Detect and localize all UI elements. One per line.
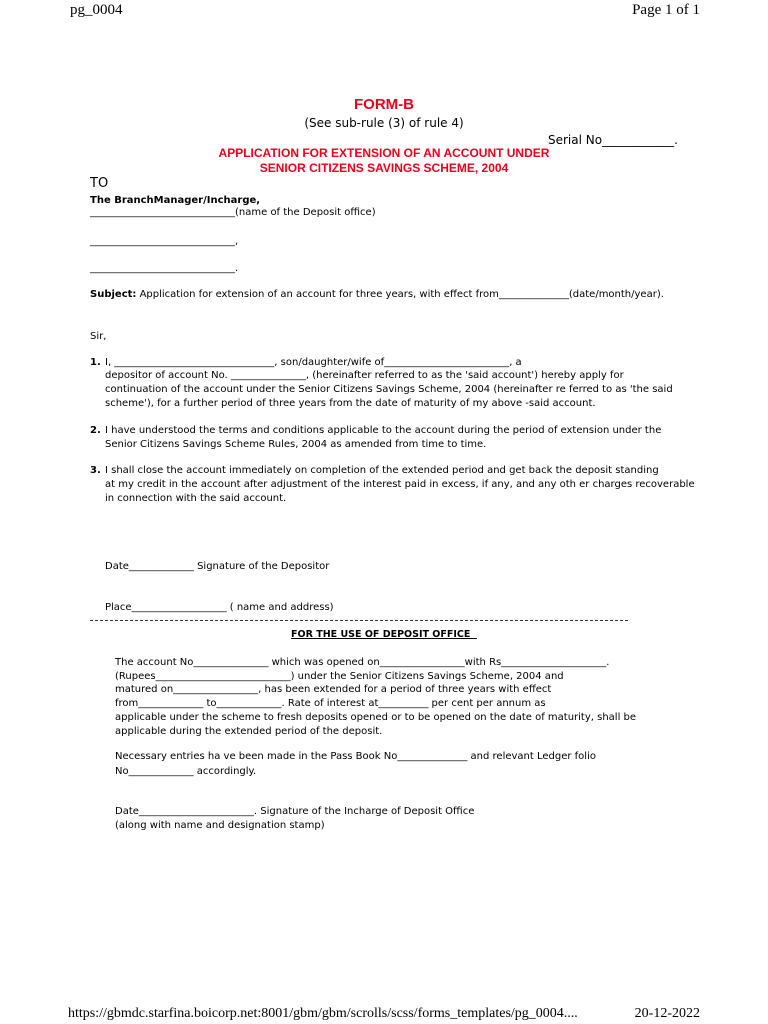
subject-text: Application for extension of an account for three years, with effect from______________(date/month/year). [136,289,664,300]
paragraph-3-line1: I shall close the account immediately on completion of the extended period and get back the deposit standing [105,465,659,476]
salutation: Sir, [90,331,107,342]
page-header-right: Page 1 of 1 [632,2,700,18]
paragraph-3-number: 3. [90,465,101,476]
form-heading-line1: APPLICATION FOR EXTENSION OF AN ACCOUNT UNDER [218,146,550,160]
office-line8: No_____________ accordingly. [115,766,257,777]
office-line1: The account No_______________ which was opened on_________________with Rs_____________________. [115,657,610,668]
depositor-date-signature: Date_____________ Signature of the Depositor [105,561,330,572]
page-header-left: pg_0004 [70,2,123,18]
paragraph-3-line3: in connection with the said account. [105,493,287,504]
paragraph-3-line2: at my credit in the account after adjustment of the interest paid in excess, if any, and any oth er charges recoverable [105,479,695,490]
office-line3: matured on_________________, has been extended for a period of three years with effect [115,684,552,695]
office-line4: from_____________ to_____________. Rate of interest at__________ per cent per annum as [115,698,546,709]
paragraph-2-line2: Senior Citizens Savings Scheme Rules, 2004 as amended from time to time. [105,439,487,450]
address-to: TO [90,176,109,191]
paragraph-1-line4: scheme'), for a further period of three years from the date of maturity of my above -said account. [105,398,596,409]
office-stamp-note: (along with name and designation stamp) [115,820,325,831]
office-line2: (Rupees___________________________) under the Senior Citizens Savings Scheme, 2004 and [115,671,564,682]
paragraph-1-number: 1. [90,357,101,368]
paragraph-1-line2: depositor of account No. _______________, (hereinafter referred to as the 'said account') hereby apply for [105,370,624,381]
paragraph-2-number: 2. [90,425,101,436]
address-line3: _____________________________. [90,263,239,274]
office-section-heading: FOR THE USE OF DEPOSIT OFFICE [291,629,477,640]
office-line7: Necessary entries ha ve been made in the Pass Book No______________ and relevant Ledger folio [115,751,596,762]
office-line5: applicable under the scheme to fresh deposits opened or to be opened on the date of maturity, shall be [115,712,637,723]
paragraph-2-line1: I have understood the terms and conditions applicable to the account during the period of extension under the [105,425,662,436]
office-date-signature: Date_______________________. Signature of the Incharge of Deposit Office [115,806,475,817]
page-footer-date: 20-12-2022 [634,1006,700,1021]
address-line2: _____________________________, [90,236,239,247]
section-divider [90,620,628,621]
paragraph-1-line1: I, ________________________________, son/daughter/wife of_________________________, a [105,357,522,368]
office-line6: applicable during the extended period of the deposit. [115,726,383,737]
page-footer-url[interactable]: https://gbmdc.starfina.boicorp.net:8001/gbm/gbm/scrolls/scss/forms_templates/pg_0004.... [68,1006,578,1021]
paragraph-1-line3: continuation of the account under the Senior Citizens Savings Scheme, 2004 (hereinafter re ferred to as 'the said [105,384,673,395]
address-line1: _____________________________(name of the Deposit office) [90,207,376,218]
form-heading-line2: SENIOR CITIZENS SAVINGS SCHEME, 2004 [259,161,509,175]
depositor-place: Place___________________ ( name and address) [105,602,334,613]
form-title: FORM-B [354,96,414,113]
subject-label: Subject: [90,289,137,300]
subject-line [90,288,664,302]
form-subtitle: (See sub-rule (3) of rule 4) [304,116,464,130]
serial-number: Serial No____________. [548,133,678,147]
address-manager: The BranchManager/Incharge, [90,195,261,206]
